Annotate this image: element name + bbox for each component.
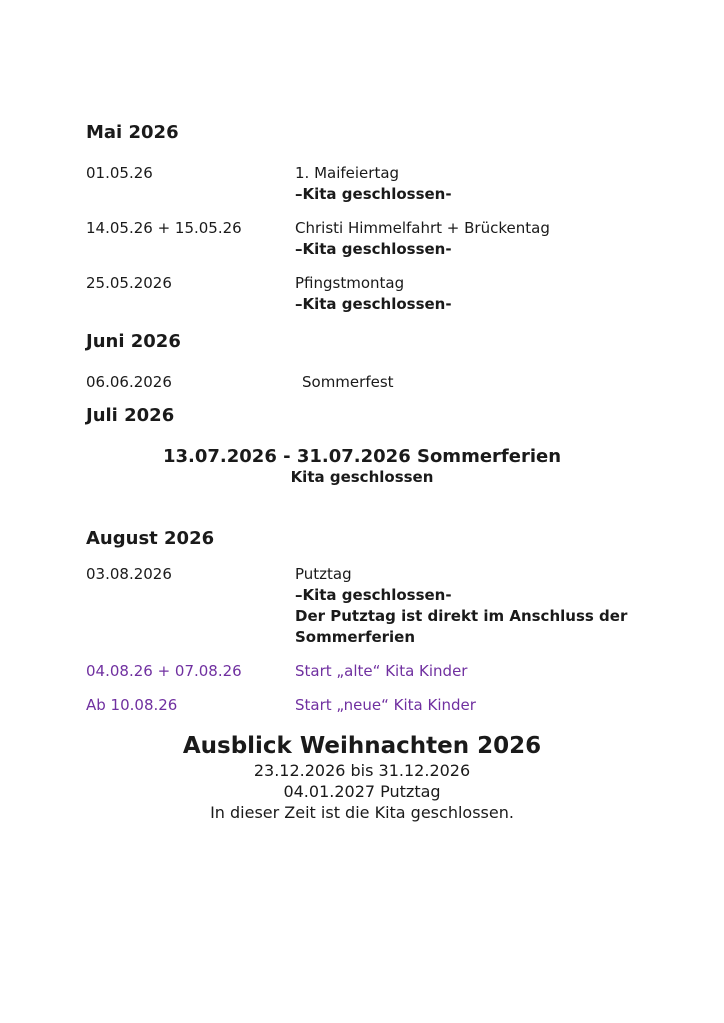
sommerferien-notice (0, 446, 724, 488)
outlook-title: Ausblick Weihnachten 2026 (182, 733, 542, 759)
event-description-line: Putztag (295, 565, 352, 583)
event-description (295, 695, 664, 716)
event-description (295, 661, 664, 682)
section-heading-juni: Juni 2026 (86, 331, 181, 352)
section-heading-mai: Mai 2026 (86, 122, 179, 143)
event-row (86, 163, 664, 205)
event-description (295, 372, 664, 393)
outlook-line: In dieser Zeit ist die Kita geschlossen. (210, 803, 514, 822)
event-description-line: Sommerferien (295, 628, 416, 646)
event-date: 06.06.2026 (86, 373, 172, 391)
event-description (295, 218, 664, 260)
event-description-line: Sommerfest (302, 373, 394, 391)
event-row (86, 273, 664, 315)
sommerferien-dates-line: 13.07.2026 - 31.07.2026 Sommerferien (162, 446, 562, 467)
event-description-line: Start „alte“ Kita Kinder (295, 662, 468, 680)
kita-closed-line: –Kita geschlossen- (295, 185, 452, 203)
event-description-line: Start „neue“ Kita Kinder (295, 696, 476, 714)
event-date: 03.08.2026 (86, 565, 172, 583)
event-row (86, 564, 664, 648)
event-date: Ab 10.08.26 (86, 696, 178, 714)
event-date: 25.05.2026 (86, 274, 172, 292)
event-date: 04.08.26 + 07.08.26 (86, 662, 242, 680)
event-description (295, 273, 664, 315)
kita-closed-line: –Kita geschlossen- (295, 240, 452, 258)
weihnachten-outlook (0, 733, 724, 823)
outlook-line: 04.01.2027 Putztag (283, 782, 441, 801)
event-description-line: Christi Himmelfahrt + Brückentag (295, 219, 550, 237)
section-heading-august: August 2026 (86, 528, 215, 549)
event-row (86, 661, 664, 682)
event-description (295, 564, 664, 648)
section-heading-juli: Juli 2026 (86, 405, 175, 426)
event-date: 14.05.26 + 15.05.26 (86, 219, 242, 237)
outlook-line: 23.12.2026 bis 31.12.2026 (253, 761, 471, 780)
event-description-line: 1. Maifeiertag (295, 164, 400, 182)
sommerferien-closed-line: Kita geschlossen (290, 468, 434, 486)
kita-closed-line: –Kita geschlossen- (295, 295, 452, 313)
event-date: 01.05.26 (86, 164, 153, 182)
event-description (295, 163, 664, 205)
event-row (86, 695, 664, 716)
event-row (86, 218, 664, 260)
kita-closed-line: –Kita geschlossen- (295, 586, 452, 604)
event-description-line: Pfingstmontag (295, 274, 405, 292)
event-row (86, 372, 664, 393)
event-description-line: Der Putztag ist direkt im Anschluss der (295, 607, 628, 625)
